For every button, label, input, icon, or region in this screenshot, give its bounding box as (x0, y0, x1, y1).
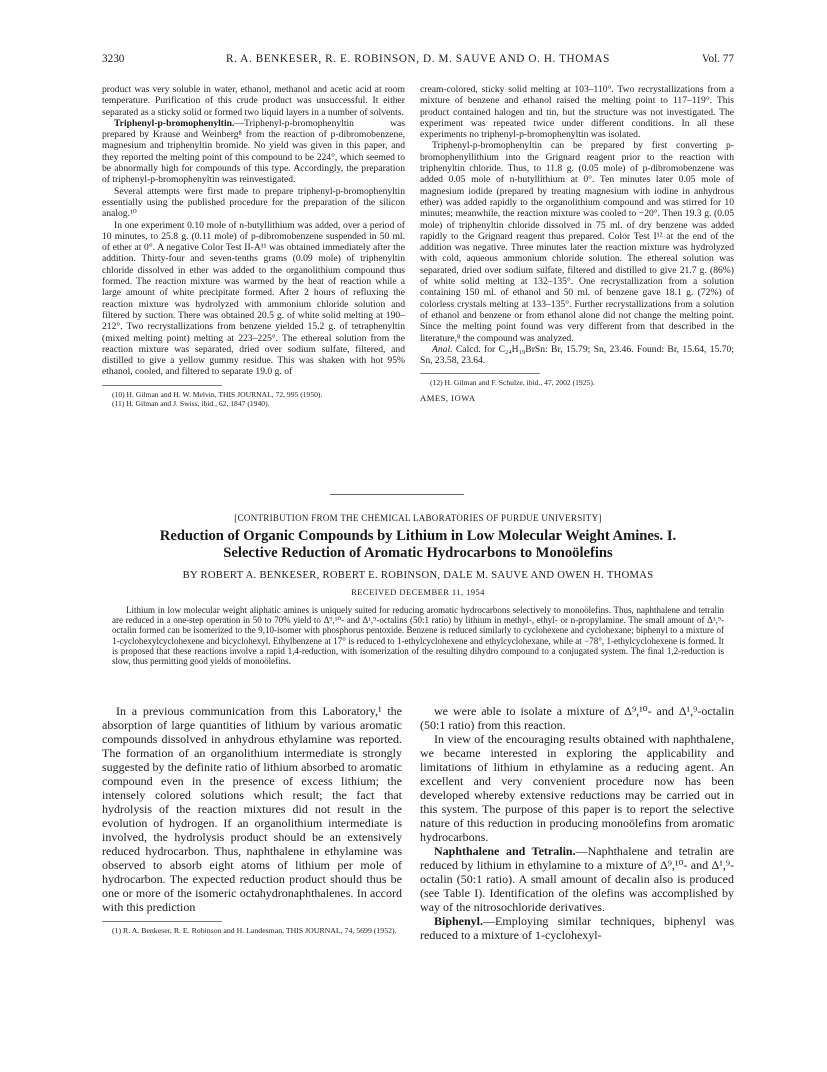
prev-article-right-column (420, 84, 734, 404)
paragraph: In one experiment 0.10 mole of n-butyllithium was added, over a period of 10 minutes, to 25.8 g. (0.11 mole) of p-dibromobenzene suspended in 50 ml. of ether at 0°. A negative Color Test II-A¹¹ was obtained immediately after the addition. Thirty-four and seven-tenths grams (0.09 mole) of triphenyltin chloride dissolved in ether was added to the organolithium compound thus formed. The reaction mixture was warmed by the heat of reaction while a large amount of white precipitate formed. After 2 hours of refluxing the reaction mixture was hydrolyzed with ammonium chloride solution and filtered by suction. There was obtained 20.5 g. of white solid melting at 190–212°. Two recrystallizations from benzene yielded 15.2 g. of tetraphenyltin (mixed melting point) melting at 223–225°. The ethereal solution from the reaction mixture was separated, dried over sodium sulfate, filtered, and distilled to give a yellow gummy residue. This was shaken with hot 95% ethanol, cooled, and filtered to separate 19.0 g. of (102, 219, 405, 378)
footnote-rule (102, 921, 222, 922)
paragraph: In a previous communication from this Laboratory,¹ the absorption of large quantities of lithium by various aromatic compounds dissolved in anhydrous ethylamine was reported. The formation of an organolithium intermediate is strongly suggested by the definite ratio of lithium absorbed to aromatic compound even in the presence of excess lithium; the intensely colored solutions which result; the fact that hydrolysis of the reaction mixtures did not result in the evolution of hydrogen. If an organolithium intermediate is involved, the hydrolysis product should be an extensively reduced hydrocarbon. Thus, naphthalene in ethylamine was observed to absorb eight atoms of lithium per mole of hydrocarbon. The expected reduction product should thus be one or more of the isomeric octahydronaphthalenes. In accord with this prediction (102, 704, 402, 914)
contribution-line: [CONTRIBUTION FROM THE CHEMICAL LABORATORIES OF PURDUE UNIVERSITY] (234, 513, 602, 523)
section-heading: Triphenyl-p-bromophenyltin. (114, 117, 235, 129)
paragraph: we were able to isolate a mixture of Δ⁹,¹⁰- and Δ¹,⁹-octalin (50:1 ratio) from this reaction. (420, 704, 734, 732)
received-date: RECEIVED DECEMBER 11, 1954 (351, 587, 485, 597)
paragraph: In view of the encouraging results obtained with naphthalene, we became interested in exploring the applicability and limitations of lithium in ethylamine as a reducing agent. An excellent and very convenient procedure now has been developed whereby extensive reductions may be carried out in this system. The purpose of this paper is to report the selective nature of this reduction in producing monoölefins from aromatic hydrocarbons. (420, 732, 734, 844)
analysis-label: Anal. (432, 343, 453, 355)
running-authors: R. A. BENKESER, R. E. ROBINSON, D. M. SAUVE AND O. H. THOMAS (226, 53, 610, 65)
paragraph: Naphthalene and Tetralin.—Naphthalene and tetralin are reduced by lithium in ethylamine to a mixture of Δ⁹,¹⁰- and Δ¹,⁹-octalin (50:1 ratio). A small amount of decalin also is produced (see Table I). Identification of the olefins was accomplished by way of the nitrosochloride derivatives. (420, 844, 734, 914)
byline: BY ROBERT A. BENKESER, ROBERT E. ROBINSON, DALE M. SAUVE AND OWEN H. THOMAS (182, 570, 654, 581)
section-heading: Naphthalene and Tetralin. (434, 844, 576, 858)
footnote-rule (102, 385, 222, 386)
paragraph: Triphenyl-p-bromophenyltin can be prepared by first converting p-bromophenyllithium into the Grignard reagent prior to the reaction with triphenyltin chloride. Thus, to 11.8 g. (0.05 mole) of p-dibromobenzene was added 0.05 mole of n-butyllithium at 0°. Ten minutes later 0.05 mole of magnesium iodide (prepared by treating magnesium with iodine in anhydrous ether) was added rapidly to the organolithium compound and was stirred for 10 minutes; meanwhile, the reaction mixture was cooled to −20°. Then 19.3 g. (0.05 mole) of triphenyltin chloride dissolved in 75 ml. of dry benzene was added rapidly to the Grignard reagent thus prepared. Color Test I¹² at the end of the addition was negative. Three minutes later the reaction mixture was hydrolyzed with cold, aqueous ammonium chloride solution. The ethereal solution was separated, dried over sodium sulfate, filtered and distilled to give 21.7 g. (86%) of white solid melting at 132–135°. One recrystallization from a solution containing 150 ml. of ethanol and 50 ml. of benzene gave 18.1 g. (72%) of colorless crystals melting at 133–135°. Further recrystallizations from a solution of ethanol and benzene or from ethanol alone did not change the melting point. Since the melting point found was very different from that described in the literature,⁸ the compound was analyzed. (420, 140, 734, 344)
paragraph: cream-colored, sticky solid melting at 103–110°. Two recrystallizations from a mixture of benzene and ethanol raised the melting point to 117–119°. This product contained halogen and tin, but the structure was not investigated. The experiment was repeated twice under different conditions. In all these experiments no triphenyl-p-bromophenyltin was isolated. (420, 84, 734, 141)
page-number: 3230 (102, 53, 125, 65)
footnote-11: (11) H. Gilman and J. Swiss, ibid., 62, 1847 (1940). (112, 399, 270, 409)
analysis-line: Anal. Calcd. for C₂₄H₁₉BrSn: Br, 15.79; Sn, 23.46. Found: Br, 15.64, 15.70; Sn, 23.58, 23.64. (420, 343, 735, 367)
footnote-12: (12) H. Gilman and F. Schulze, ibid., 47, 2002 (1925). (430, 378, 595, 388)
location-line: AMES, IOWA (420, 393, 476, 404)
article-divider (330, 494, 464, 495)
prev-article-left-column (102, 84, 405, 409)
footnote-1: (1) R. A. Benkeser, R. E. Robinson and H. Landesman, THIS JOURNAL, 74, 5699 (1952). (112, 926, 397, 935)
section-heading: Biphenyl. (434, 914, 484, 928)
footnote-rule (420, 373, 540, 374)
body-left-column (102, 704, 402, 936)
title-line-2: Selective Reduction of Aromatic Hydrocarbons to Monoölefins (223, 545, 613, 562)
footnotes (420, 378, 734, 388)
paragraph: product was very soluble in water, ethanol, methanol and acetic acid at room temperature. Purification of this crude product was unsuccessful. It either separated as a sticky solid or formed two liquid layers in a number of solvents. (102, 84, 405, 118)
body-right-column (420, 704, 734, 942)
running-header (102, 53, 734, 67)
footnotes (102, 390, 405, 409)
footnote-10: (10) H. Gilman and H. W. Melvin, THIS JOURNAL, 72, 995 (1950). (112, 389, 323, 399)
volume-label: Vol. 77 (701, 53, 734, 65)
paragraph: Several attempts were first made to prepare triphenyl-p-bromophenyltin essentially using the published procedure for the preparation of the silicon analog.¹⁰ (102, 185, 405, 220)
paragraph: Triphenyl-p-bromophenyltin.—Triphenyl-p-bromophenyltin was prepared by Krause and Weinberg⁸ from the reaction of p-dibromobenzene, magnesium and triphenyltin bromide. No yield was given in this paper, and they reported the melting point of this compound to be 224°, which seemed to be abnormally high for compounds of this type. Accordingly, the preparation of triphenyl-p-bromophenyltin was reinvestigated. (102, 117, 405, 186)
article-title (102, 528, 734, 563)
abstract: Lithium in low molecular weight aliphatic amines is uniquely suited for reducing aromatic hydrocarbons selectively to monoölefins. Thus, naphthalene and tetralin are reduced in a one-step operation in 50 to 70% yield to Δ⁹,¹⁰- and Δ¹,⁹-octalins (50:1 ratio) by lithium in methyl-, ethyl- or n-propylamine. The small amount of Δ¹,⁹-octalin formed can be isomerized to the 9,10-isomer with phosphorus pentoxide. Benzene is reduced similarly to cyclohexene and cyclohexane; biphenyl to a mixture of 1-cyclohexylcyclohexene and bicyclohexyl. Ethylbenzene at 17° is reduced to 1-ethylcyclohexene and ethylcyclohexane, while at −78°, 1-ethylcyclohexene is formed. It is proposed that these reactions involve a rapid 1,4-reduction, with isomerization of the resulting dihydro compound to a conjugated system. The final 1,2-reduction is slow, thus permitting good yields of monoölefins. (112, 605, 724, 667)
paragraph: Biphenyl.—Employing similar techniques, biphenyl was reduced to a mixture of 1-cyclohexyl- (420, 914, 734, 942)
title-line-1: Reduction of Organic Compounds by Lithium in Low Molecular Weight Amines. I. (159, 528, 677, 544)
